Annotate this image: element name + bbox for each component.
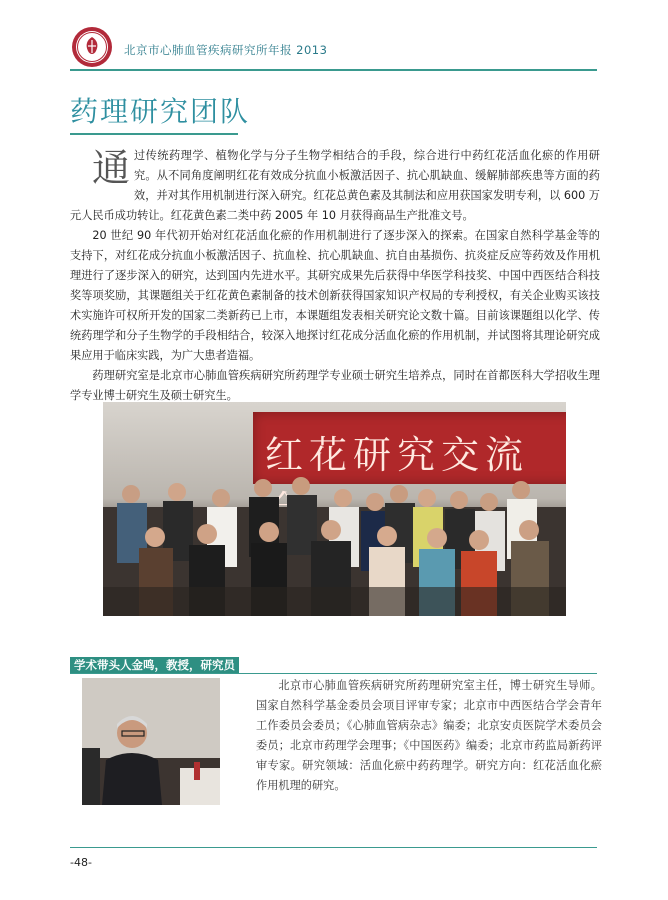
header-title: 北京市心肺血管疾病研究所年报 2013 [124,43,328,57]
group-people-illustration [103,402,566,616]
leader-portrait [82,678,220,805]
banner-text: 红花研究交流 [265,433,530,477]
portrait-illustration [82,678,220,805]
section-divider [70,673,597,674]
title-underline [70,133,238,135]
leader-label: 学术带头人金鸣，教授，研究员 [70,657,239,673]
dropcap: 通 [92,146,131,190]
page-number: -48- [70,856,92,869]
bio-paragraph: 北京市心肺血管疾病研究所药理研究室主任，博士研究生导师。国家自然科学基金委员会项目评审专家；北京市中西医结合学会青年工作委员会委员；《心肺血管病杂志》编委；北京安贞医院学术委员会委员；北京市药理学会理事；《中国医药》编委；北京市药监局新药评审专家。研究领域：活血化瘀中药药理学。研究方向：红花活血化瘀作用机理的研究。 [256,679,602,792]
header-divider [70,69,597,71]
article-body [70,146,600,406]
group-photo [103,402,566,616]
paragraph-3: 药理研究室是北京市心肺血管疾病研究所药理学专业硕士研究生培养点，同时在首都医科大学招收生理学专业博士研究生及硕士研究生。 [70,369,600,402]
page-title: 药理研究团队 [70,95,251,128]
paragraph-1: 过传统药理学、植物化学与分子生物学相结合的手段，综合进行中药红花活血化瘀的作用研究。从不同角度阐明红花有效成分抗血小板激活因子、抗心肌缺血、缓解肺部疾患等方面的药效，并对其作用机制进行深入研究。红花总黄色素及其制法和应用获国家发明专利，以 600 万元人民币成功转让。红花黄色素二类中药 2005 年 10 月获得商品生产批准文号。 [70,149,600,222]
footer-divider [70,847,597,848]
leader-bio [256,676,602,796]
paragraph-2: 20 世纪 90 年代初开始对红花活血化瘀的作用机制进行了逐步深入的探索。在国家自然科学基金等的支持下，对红花成分抗血小板激活因子、抗血栓、抗心肌缺血、抗自由基损伤、抗炎症反应等药效及作用机理进行了逐步深入的研究，达到国内先进水平。其研究成果先后获得中华医学科技奖、中国中西医结合科技奖等项奖励，其课题组关于红花黄色素制备的技术创新获得国家知识产权局的专利授权，有关企业购买该技术实施许可权所开发的国家二类新药已上市，本课题组发表相关研究论文数十篇。目前该课题组以化学、传统药理学和分子生物学的手段相结合，较深入地探讨红花成分活血化瘀的作用机制，并试图将其理论研究成果应用于临床实践，为广大患者造福。 [70,229,600,362]
institute-seal-icon [71,26,113,68]
